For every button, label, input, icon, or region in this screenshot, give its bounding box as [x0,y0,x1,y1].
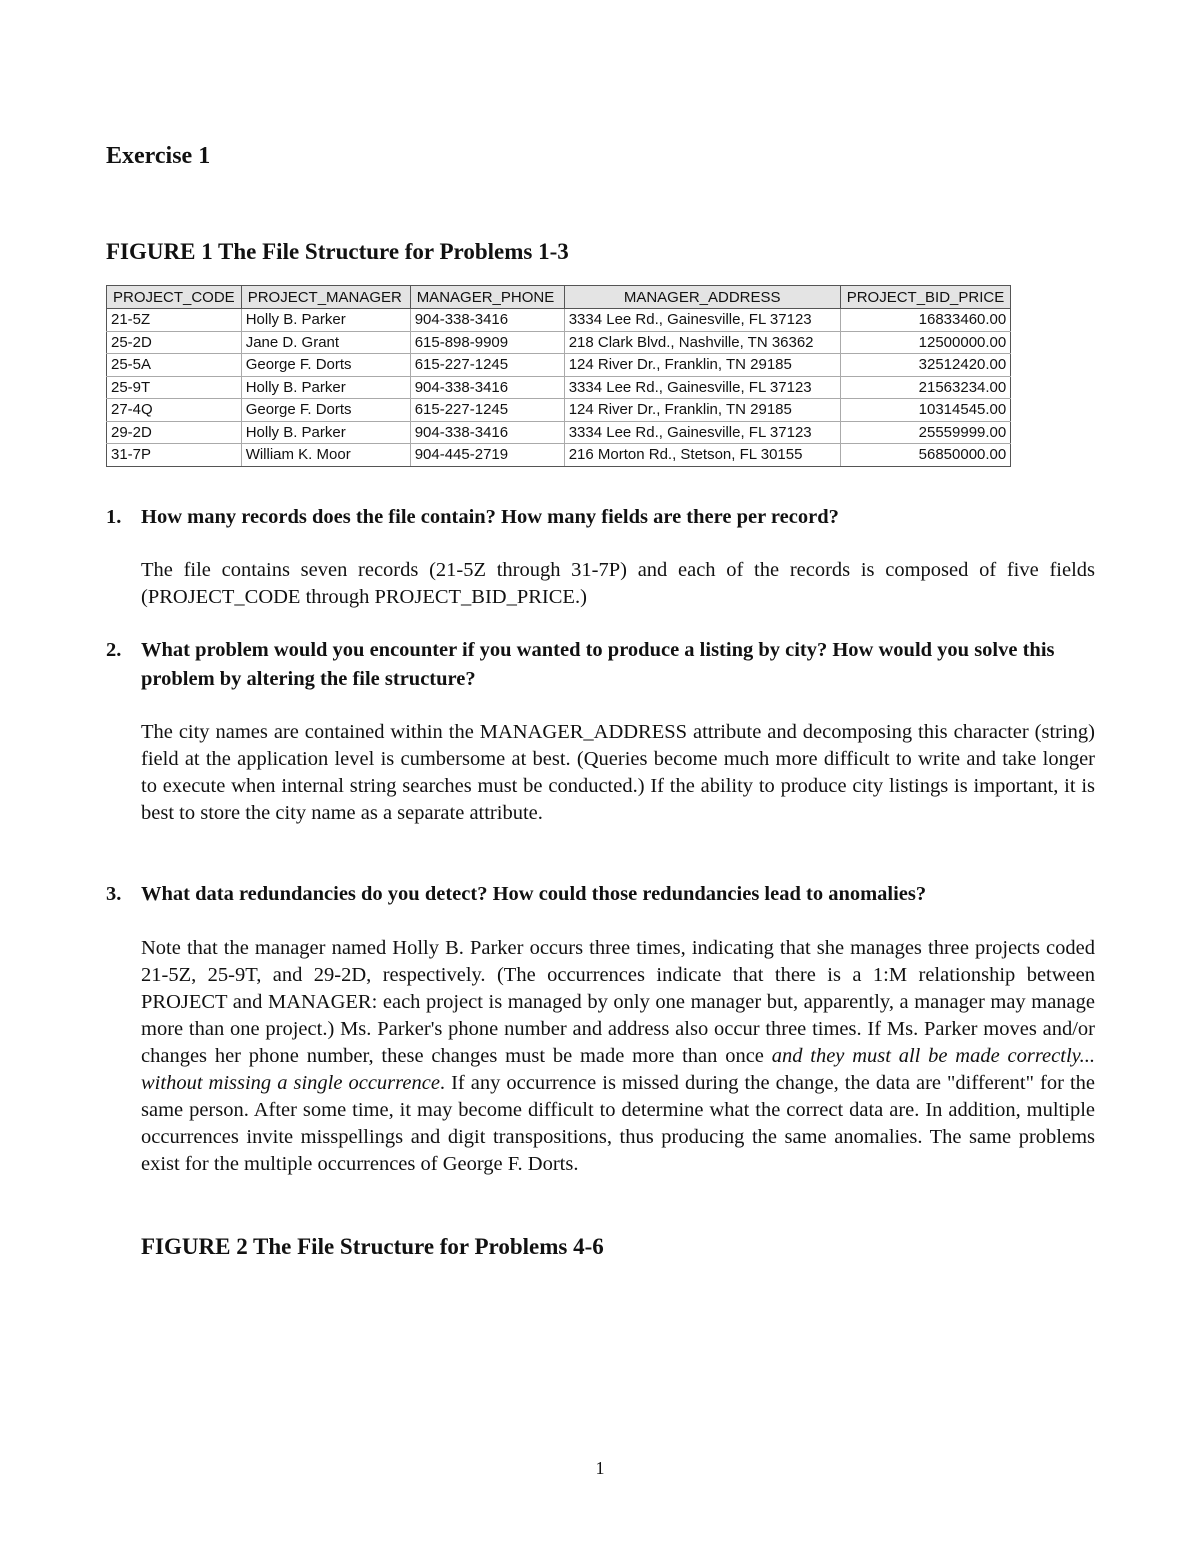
question-number: 3. [106,883,122,905]
exercise-title: Exercise 1 [106,143,211,169]
question-2 [106,636,1096,694]
cell-manager-phone: 904-338-3416 [410,376,564,399]
cell-manager-address: 3334 Lee Rd., Gainesville, FL 37123 [564,421,840,444]
cell-project-code: 25-9T [107,376,242,399]
cell-project-bid-price: 21563234.00 [840,376,1011,399]
cell-project-bid-price: 10314545.00 [840,399,1011,422]
cell-manager-phone: 904-445-2719 [410,444,564,467]
question-text: What data redundancies do you detect? How could those redundancies lead to anomalies? [141,883,927,905]
answer-3-part-2: . If any occurrence is missed during the change, the data are "different" for the same person. After some time, it may become difficult to determine what the correct data are. In addition, multiple occurrences invite misspellings and digit transpositions, thus producing the same anomalies. The same problems exist for the multiple occurrences of George F. Dorts. [141,1072,1095,1175]
cell-manager-address: 3334 Lee Rd., Gainesville, FL 37123 [564,376,840,399]
figure-2-title: FIGURE 2 The File Structure for Problems 4-6 [141,1234,604,1259]
column-header-manager-address: MANAGER_ADDRESS [564,286,840,309]
cell-project-code: 25-5A [107,354,242,377]
cell-project-manager: Holly B. Parker [241,309,410,332]
table-row [107,331,1011,354]
question-number: 2. [106,639,122,661]
cell-manager-phone: 904-338-3416 [410,421,564,444]
table-header-row [107,286,1011,309]
column-header-project-bid-price: PROJECT_BID_PRICE [840,286,1011,309]
cell-project-code: 27-4Q [107,399,242,422]
cell-manager-address: 216 Morton Rd., Stetson, FL 30155 [564,444,840,467]
column-header-manager-phone: MANAGER_PHONE [410,286,564,309]
cell-manager-address: 218 Clark Blvd., Nashville, TN 36362 [564,331,840,354]
cell-project-manager: Jane D. Grant [241,331,410,354]
question-1 [106,503,1096,532]
cell-project-bid-price: 16833460.00 [840,309,1011,332]
cell-project-manager: George F. Dorts [241,399,410,422]
cell-project-bid-price: 32512420.00 [840,354,1011,377]
column-header-project-manager: PROJECT_MANAGER [241,286,410,309]
question-text: What problem would you encounter if you wanted to produce a listing by city? How would you solve this problem by altering the file structure? [141,639,1055,690]
cell-project-manager: Holly B. Parker [241,376,410,399]
cell-project-bid-price: 56850000.00 [840,444,1011,467]
question-number: 1. [106,506,122,528]
table-row [107,399,1011,422]
answer-3-emphasis: and they must all be made correctly... without missing a single occurrence [141,1045,1095,1094]
column-header-project-code: PROJECT_CODE [107,286,242,309]
cell-project-manager: William K. Moor [241,444,410,467]
table-row [107,421,1011,444]
cell-project-bid-price: 12500000.00 [840,331,1011,354]
page-number: 1 [595,1458,605,1478]
cell-manager-phone: 615-898-9909 [410,331,564,354]
cell-project-bid-price: 25559999.00 [840,421,1011,444]
figure-1-title: FIGURE 1 The File Structure for Problems 1-3 [106,239,569,264]
cell-project-manager: George F. Dorts [241,354,410,377]
cell-project-code: 25-2D [107,331,242,354]
cell-manager-address: 124 River Dr., Franklin, TN 29185 [564,354,840,377]
answer-3 [141,935,1095,1178]
cell-manager-phone: 615-227-1245 [410,399,564,422]
cell-project-manager: Holly B. Parker [241,421,410,444]
cell-project-code: 31-7P [107,444,242,467]
cell-manager-address: 124 River Dr., Franklin, TN 29185 [564,399,840,422]
question-text: How many records does the file contain? How many fields are there per record? [141,506,839,528]
table-row [107,309,1011,332]
cell-project-code: 29-2D [107,421,242,444]
table-row [107,376,1011,399]
table-row [107,354,1011,377]
answer-1: The file contains seven records (21-5Z through 31-7P) and each of the records is composed of five fields (PROJECT_CODE through PROJECT_BID_PRICE.) [141,559,1095,608]
cell-manager-address: 3334 Lee Rd., Gainesville, FL 37123 [564,309,840,332]
cell-manager-phone: 904-338-3416 [410,309,564,332]
answer-3-part-1: Note that the manager named Holly B. Parker occurs three times, indicating that she manages three projects coded 21-5Z, 25-9T, and 29-2D, respectively. (The occurrences indicate that there is a 1:M relationship between PROJECT and MANAGER: each project is managed by only one manager but, apparently, a manager may manage more than one project.) Ms. Parker's phone number and address also occur three times. If Ms. Parker moves and/or changes her phone number, these changes must be made more than once [141,937,1095,1067]
answer-2: The city names are contained within the MANAGER_ADDRESS attribute and decomposing this character (string) field at the application level is cumbersome at best. (Queries become much more difficult to write and take longer to execute when internal string searches must be conducted.) If the ability to produce city listings is important, it is best to store the city name as a separate attribute. [141,721,1095,824]
question-3 [106,880,1096,909]
project-file-table [106,285,1011,467]
cell-project-code: 21-5Z [107,309,242,332]
cell-manager-phone: 615-227-1245 [410,354,564,377]
table-row [107,444,1011,467]
